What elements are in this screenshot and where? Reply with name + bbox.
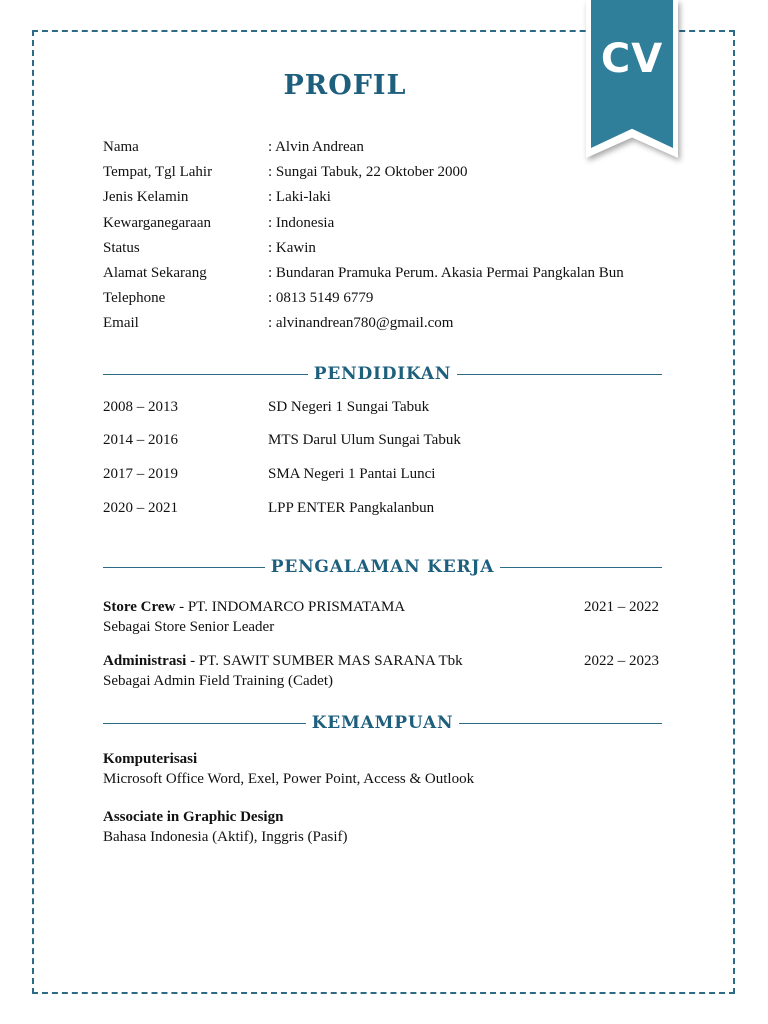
divider-right	[500, 567, 662, 568]
profile-row-nationality	[103, 213, 624, 238]
profile-value: : Laki-laki	[268, 189, 331, 206]
education-item	[103, 466, 435, 483]
profile-value: : Bundaran Pramuka Perum. Akasia Permai Pangkalan Bun	[268, 264, 624, 281]
section-title: KEMAMPUAN	[311, 713, 454, 733]
profile-list	[103, 137, 624, 339]
work-description: Sebagai Admin Field Training (Cadet)	[103, 673, 333, 689]
profile-row-address	[103, 263, 624, 288]
skill-title-text: Komputerisasi	[103, 751, 198, 767]
section-title: PENGALAMAN KERJA	[270, 557, 495, 577]
profile-label: Email	[103, 315, 139, 332]
work-role: Administrasi	[103, 653, 187, 669]
skill-title	[103, 749, 474, 769]
profile-value: : Kawin	[268, 239, 316, 256]
ribbon-label: CV	[600, 36, 664, 82]
divider-right	[459, 723, 662, 724]
education-years: 2017 – 2019	[103, 466, 178, 482]
profile-value: : Indonesia	[268, 214, 335, 231]
profile-row-email	[103, 313, 624, 338]
education-school: MTS Darul Ulum Sungai Tabuk	[268, 432, 461, 448]
divider-left	[103, 567, 265, 568]
profile-row-telephone	[103, 288, 624, 313]
page-title: PROFIL	[283, 70, 407, 101]
profile-label: Kewarganegaraan	[103, 214, 211, 231]
education-item	[103, 399, 429, 416]
section-heading-education	[103, 364, 662, 384]
skill-description: Bahasa Indonesia (Aktif), Inggris (Pasif)	[103, 829, 348, 845]
skill-item	[103, 807, 348, 847]
profile-value: : 0813 5149 6779	[268, 290, 374, 307]
work-company: - PT. SAWIT SUMBER MAS SARANA Tbk	[186, 653, 463, 669]
work-title	[103, 651, 463, 671]
work-role: Store Crew	[103, 599, 176, 615]
skill-item	[103, 749, 474, 789]
section-title: PENDIDIKAN	[313, 364, 452, 384]
work-header	[103, 597, 659, 617]
divider-left	[103, 374, 308, 375]
profile-value: : Alvin Andrean	[268, 139, 364, 155]
education-school: SMA Negeri 1 Pantai Lunci	[268, 466, 436, 482]
education-item	[103, 500, 434, 517]
work-header	[103, 651, 659, 671]
profile-label: Tempat, Tgl Lahir	[103, 164, 213, 181]
work-item	[103, 597, 659, 637]
education-years: 2014 – 2016	[103, 432, 178, 448]
profile-row-nama	[103, 137, 624, 162]
profile-value: : alvinandrean780@gmail.com	[268, 315, 454, 332]
work-description: Sebagai Store Senior Leader	[103, 619, 275, 635]
work-title	[103, 597, 405, 617]
section-heading-work	[103, 557, 662, 577]
skill-title-text: Associate in Graphic Design	[103, 809, 284, 825]
divider-left	[103, 723, 306, 724]
profile-row-birth	[103, 162, 624, 187]
skill-title	[103, 807, 348, 827]
skill-description: Microsoft Office Word, Exel, Power Point, Access & Outlook	[103, 771, 475, 787]
profile-row-gender	[103, 187, 624, 212]
profile-label: Alamat Sekarang	[103, 264, 207, 281]
profile-row-status	[103, 238, 624, 263]
education-school: SD Negeri 1 Sungai Tabuk	[268, 399, 430, 415]
profile-label: Status	[103, 239, 140, 256]
profile-label: Telephone	[103, 290, 166, 307]
work-item	[103, 651, 659, 691]
education-item	[103, 432, 461, 449]
education-years: 2008 – 2013	[103, 399, 178, 415]
work-years: 2022 – 2023	[584, 653, 659, 669]
work-company: - PT. INDOMARCO PRISMATAMA	[175, 599, 406, 615]
profile-label: Nama	[103, 139, 139, 155]
work-years: 2021 – 2022	[584, 599, 659, 615]
divider-right	[457, 374, 662, 375]
education-school: LPP ENTER Pangkalanbun	[268, 500, 435, 516]
education-years: 2020 – 2021	[103, 500, 178, 516]
profile-value: : Sungai Tabuk, 22 Oktober 2000	[268, 164, 468, 181]
profile-label: Jenis Kelamin	[103, 189, 189, 206]
section-heading-skills	[103, 713, 662, 733]
